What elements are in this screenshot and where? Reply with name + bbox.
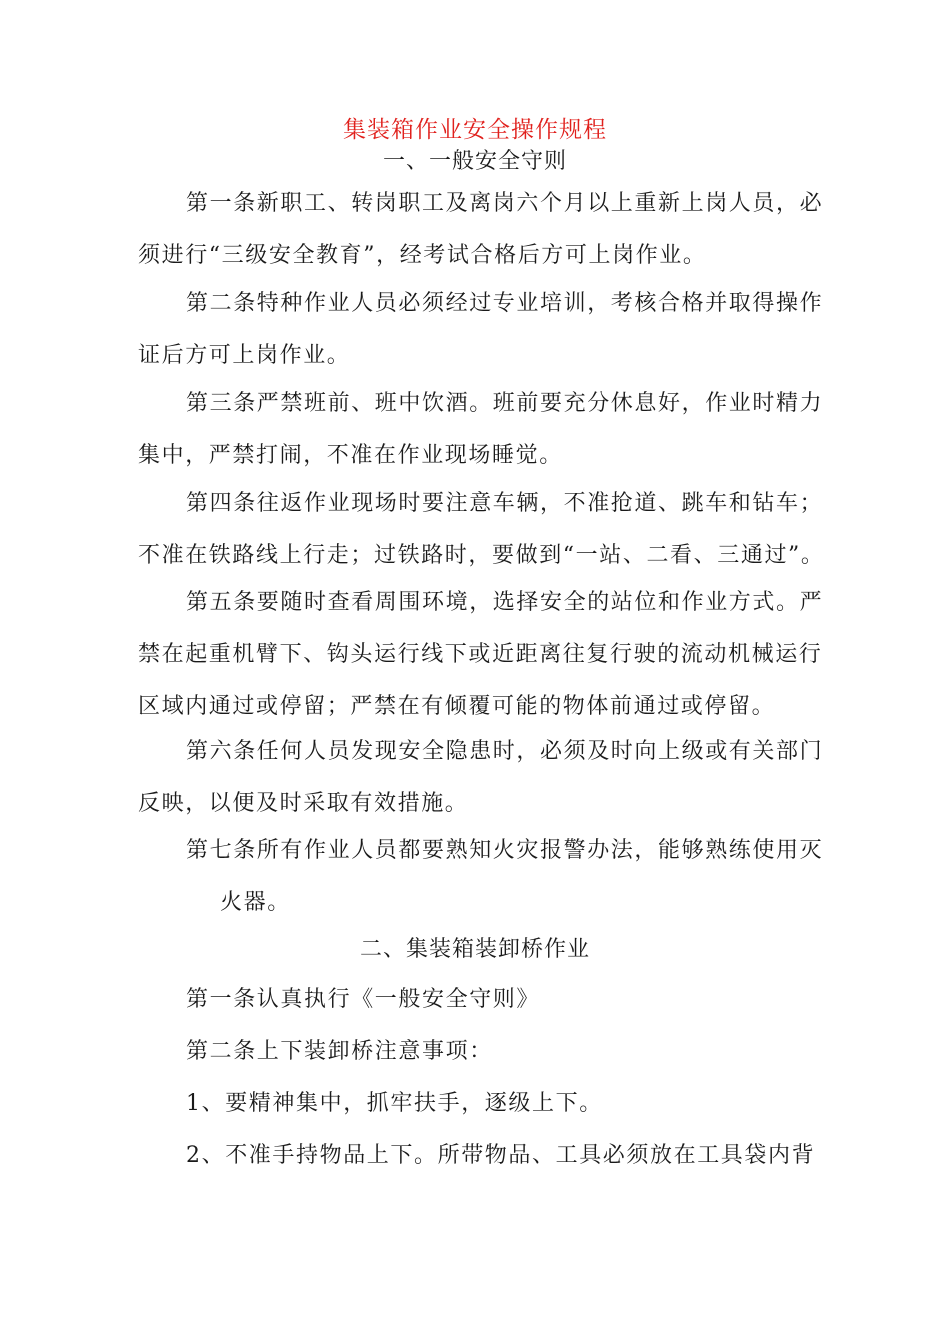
section-heading-general-safety: 一、一般安全守则	[382, 149, 567, 174]
article-6: 第六条任何人员发现安全隐患时，必须及时向上级或有关部门反映，以便及时采取有效措施。	[138, 739, 824, 816]
article-7-line-1: 第七条所有作业人员都要熟知火灾报警办法，能够熟练使用灭	[186, 838, 824, 863]
article-4: 第四条往返作业现场时要注意车辆，不准抢道、跳车和钻车；不准在铁路线上行走；过铁路时，要做到“一站、二看、三通过”。	[138, 491, 825, 568]
document-title: 集装箱作业安全操作规程	[343, 117, 607, 143]
article-5: 第五条要随时查看周围环境，选择安全的站位和作业方式。严禁在起重机臂下、钩头运行线下或近距离往复行驶的流动机械运行区域内通过或停留；严禁在有倾覆可能的物体前通过或停留。	[138, 590, 824, 719]
crane-article-1: 第一条认真执行《一般安全守则》	[186, 987, 541, 1012]
article-1: 第一条新职工、转岗职工及离岗六个月以上重新上岗人员，必须进行“三级安全教育”，经考试合格后方可上岗作业。	[138, 191, 824, 268]
article-3: 第三条严禁班前、班中饮酒。班前要充分休息好，作业时精力集中，严禁打闹，不准在作业现场睡觉。	[138, 391, 824, 468]
crane-article-2: 第二条上下装卸桥注意事项：	[186, 1039, 493, 1064]
crane-item-2: 2、不准手持物品上下。所带物品、工具必须放在工具袋内背	[186, 1143, 816, 1168]
article-2: 第二条特种作业人员必须经过专业培训，考核合格并取得操作证后方可上岗作业。	[138, 291, 824, 368]
section-heading-gantry-crane: 二、集装箱装卸桥作业	[359, 937, 590, 962]
crane-item-1: 1、要精神集中，抓牢扶手，逐级上下。	[186, 1091, 603, 1116]
article-7	[186, 825, 826, 929]
article-7-line-2: 火器。	[220, 890, 291, 915]
